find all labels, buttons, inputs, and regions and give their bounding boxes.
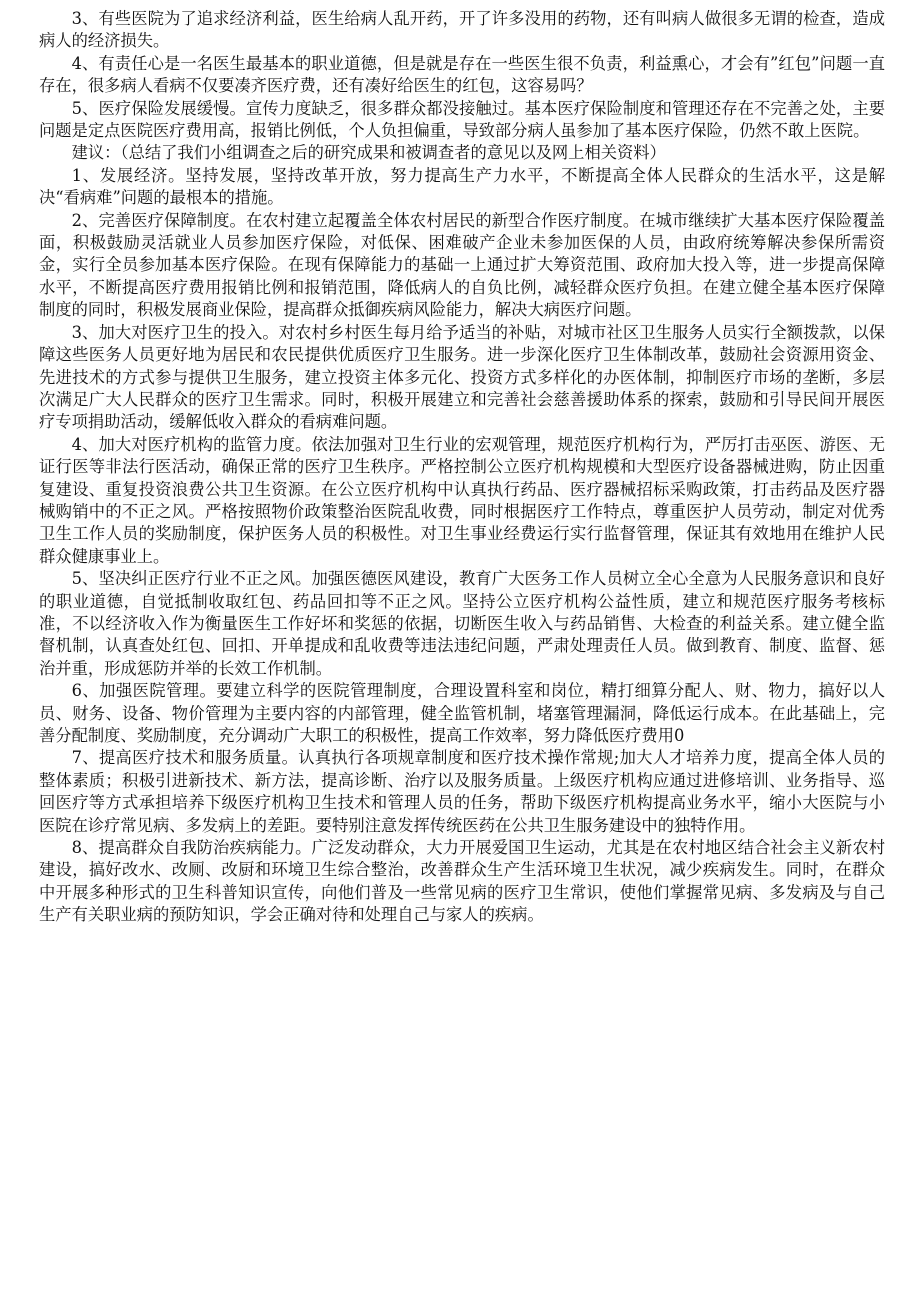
paragraph-suggestion-4: 4、加大对医疗机构的监管力度。依法加强对卫生行业的宏观管理，规范医疗机构行为，严厉打击巫医、游医、无证行医等非法行医活动，确保正常的医疗卫生秩序。严格控制公立医疗机构规模和大型医疗设备器械进购，防止因重复建设、重复投资浪费公共卫生资源。在公立医疗机构中认真执行药品、医疗器械招标采购政策，打击药品及医疗器械购销中的不正之风。严格按照物价政策整治医院乱收费，同时根据医疗工作特点，尊重医护人员劳动，制定对优秀卫生工作人员的奖励制度，保护医务人员的积极性。对卫生事业经费运行实行监督管理，保证其有效地用在维护人民群众健康事业上。	[39, 434, 885, 566]
paragraph-suggestion-8: 8、提高群众自我防治疾病能力。广泛发动群众，大力开展爱国卫生运动，尤其是在农村地区结合社会主义新农村建设，搞好改水、改厕、改厨和环境卫生综合整治，改善群众生产生活环境卫生状况，减少疾病发生。同时，在群众中开展多种形式的卫生科普知识宣传，向他们普及一些常见病的医疗卫生常识，使他们掌握常见病、多发病及与自己生产有关职业病的预防知识，学会正确对待和处理自己与家人的疾病。	[39, 838, 885, 925]
paragraph-suggestion-2: 2、完善医疗保障制度。在农村建立起覆盖全体农村居民的新型合作医疗制度。在城市继续扩大基本医疗保险覆盖面，积极鼓励灵活就业人员参加医疗保险，对低保、困难破产企业未参加医保的人员，由政府统筹解决参保所需资金，实行全员参加基本医疗保险。在现有保障能力的基础一上通过扩大筹资范围、政府加大投入等，进一步提高保障水平，不断提高医疗费用报销比例和报销范围，降低病人的自负比例，减轻群众医疗负担。在建立健全基本医疗保障制度的同时，积极发展商业保险，提高群众抵御疾病风险能力，解决大病医疗问题。	[39, 210, 885, 320]
paragraph-suggestion-3: 3、加大对医疗卫生的投入。对农村乡村医生每月给予适当的补贴，对城市社区卫生服务人员实行全额拨款，以保障这些医务人员更好地为居民和农民提供优质医疗卫生服务。进一步深化医疗卫生体制改革，鼓励社会资源用资金、先进技术的方式参与提供卫生服务，建立投资主体多元化、投资方式多样化的办医体制，抑制医疗市场的垄断，多层次满足广大人民群众的医疗卫生需求。同时，积极开展建立和完善社会慈善援助体系的探索，鼓励和引导民间开展医疗专项捐助活动，缓解低收入群众的看病难问题。	[39, 322, 885, 432]
paragraph-suggestion-6: 6、加强医院管理。要建立科学的医院管理制度，合理设置科室和岗位，精打细算分配人、财、物力，搞好以人员、财务、设备、物价管理为主要内容的内部管理，健全监管机制，堵塞管理漏洞，降低运行成本。在此基础上，完善分配制度、奖励制度，充分调动广大职工的积极性，提高工作效率，努力降低医疗费用0	[39, 681, 885, 745]
paragraph-suggestion-1: 1、发展经济。坚持发展，坚持改革开放，努力提高生产力水平，不断提高全体人民群众的生活水平，这是解决“看病难”问题的最根本的措施。	[39, 165, 885, 208]
paragraph-suggestions-heading: 建议：（总结了我们小组调查之后的研究成果和被调查者的意见以及网上相关资料）	[71, 143, 666, 163]
paragraph-suggestion-7: 7、提高医疗技术和服务质量。认真执行各项规章制度和医疗技术操作常规;加大人才培养力度，提高全体人员的整体素质；积极引进新技术、新方法，提高诊断、治疗以及服务质量。上级医疗机构应通过进修培训、业务指导、巡回医疗等方式承担培养下级医疗机构卫生技术和管理人员的任务，帮助下级医疗机构提高业务水平，缩小大医院与小医院在诊疗常见病、多发病上的差距。要特别注意发挥传统医药在公共卫生服务建设中的独特作用。	[39, 748, 885, 835]
paragraph-problem-4: 4、有责任心是一名医生最基本的职业道德，但是就是存在一些医生很不负责，利益熏心，才会有”红包”问题一直存在，很多病人看病不仅要凑齐医疗费，还有凑好给医生的红包，这容易吗？	[39, 53, 885, 96]
paragraph-problem-3: 3、有些医院为了追求经济利益，医生给病人乱开药，开了许多没用的药物，还有叫病人做很多无谓的检查，造成病人的经济损失。	[39, 9, 885, 51]
paragraph-suggestion-5: 5、坚决纠正医疗行业不正之风。加强医德医风建设，教育广大医务工作人员树立全心全意为人民服务意识和良好的职业道德，自觉抵制收取红包、药品回扣等不正之风。坚持公立医疗机构公益性质，建立和规范医疗服务考核标准，不以经济收入作为衡量医生工作好坏和奖惩的依据，切断医生收入与药品销售、大检查的利益关系。建立健全监督机制，认真查处红包、回扣、开单提成和乱收费等违法违纪问题，严肃处理责任人员。做到教育、制度、监督、惩治并重，形成惩防并举的长效工作机制。	[39, 569, 885, 678]
document-page	[39, 8, 885, 927]
paragraph-problem-5: 5、医疗保险发展缓慢。宣传力度缺乏，很多群众都没接触过。基本医疗保险制度和管理还存在不完善之处，主要问题是定点医院医疗费用高，报销比例低，个人负担偏重，导致部分病人虽参加了基本医疗保险，仍然不敢上医院。	[39, 98, 885, 141]
